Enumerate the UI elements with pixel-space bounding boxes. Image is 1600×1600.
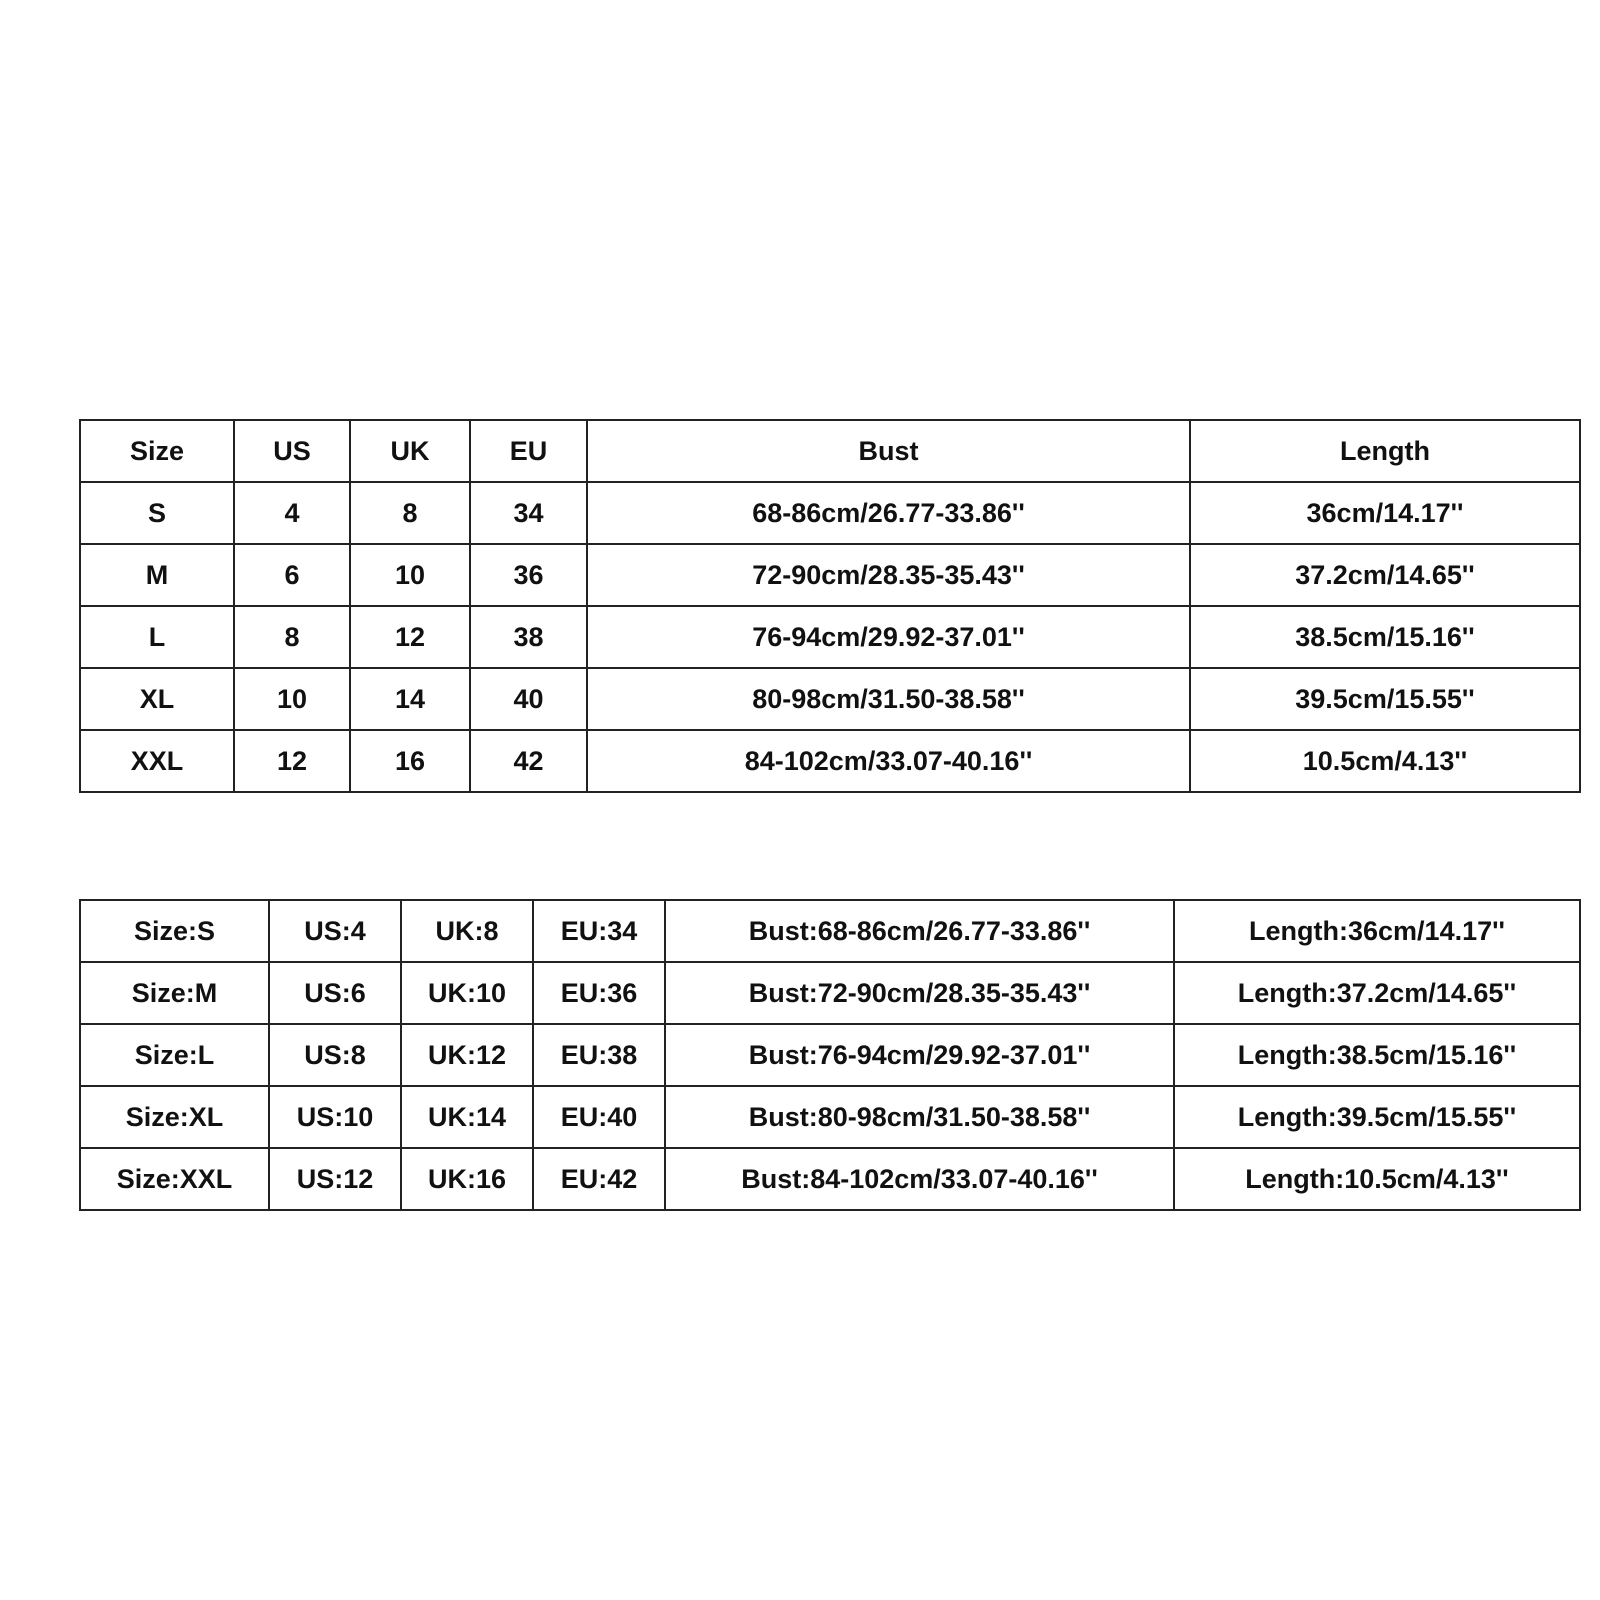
- cell-us: US:12: [269, 1148, 401, 1210]
- cell-uk: UK:12: [401, 1024, 533, 1086]
- cell-us: US:4: [269, 900, 401, 962]
- header-size: Size: [80, 420, 234, 482]
- cell-us: 6: [234, 544, 350, 606]
- table-header-row: [80, 420, 1580, 482]
- cell-bust: 72-90cm/28.35-35.43'': [587, 544, 1190, 606]
- cell-uk: 10: [350, 544, 470, 606]
- cell-bust: 76-94cm/29.92-37.01'': [587, 606, 1190, 668]
- cell-size: XL: [80, 668, 234, 730]
- header-us: US: [234, 420, 350, 482]
- cell-uk: 14: [350, 668, 470, 730]
- table-row: [80, 730, 1580, 792]
- cell-length: 10.5cm/4.13'': [1190, 730, 1580, 792]
- cell-us: US:10: [269, 1086, 401, 1148]
- cell-uk: 8: [350, 482, 470, 544]
- cell-size: M: [80, 544, 234, 606]
- header-bust: Bust: [587, 420, 1190, 482]
- cell-uk: UK:14: [401, 1086, 533, 1148]
- cell-eu: EU:38: [533, 1024, 665, 1086]
- cell-bust: Bust:68-86cm/26.77-33.86'': [665, 900, 1174, 962]
- cell-length: Length:36cm/14.17'': [1174, 900, 1580, 962]
- cell-eu: 42: [470, 730, 587, 792]
- cell-eu: 40: [470, 668, 587, 730]
- cell-bust: 84-102cm/33.07-40.16'': [587, 730, 1190, 792]
- cell-size: Size:S: [80, 900, 269, 962]
- table-row: [80, 1086, 1580, 1148]
- cell-eu: EU:42: [533, 1148, 665, 1210]
- cell-length: 39.5cm/15.55'': [1190, 668, 1580, 730]
- table-row: [80, 1148, 1580, 1210]
- table-row: [80, 544, 1580, 606]
- cell-us: US:6: [269, 962, 401, 1024]
- cell-length: 38.5cm/15.16'': [1190, 606, 1580, 668]
- table-row: [80, 962, 1580, 1024]
- cell-length: 37.2cm/14.65'': [1190, 544, 1580, 606]
- cell-bust: 80-98cm/31.50-38.58'': [587, 668, 1190, 730]
- cell-us: 4: [234, 482, 350, 544]
- cell-size: Size:XXL: [80, 1148, 269, 1210]
- cell-length: Length:10.5cm/4.13'': [1174, 1148, 1580, 1210]
- cell-bust: Bust:76-94cm/29.92-37.01'': [665, 1024, 1174, 1086]
- cell-size: XXL: [80, 730, 234, 792]
- table-row: [80, 900, 1580, 962]
- table-row: [80, 606, 1580, 668]
- cell-us: 8: [234, 606, 350, 668]
- cell-length: Length:38.5cm/15.16'': [1174, 1024, 1580, 1086]
- cell-eu: EU:40: [533, 1086, 665, 1148]
- cell-uk: UK:10: [401, 962, 533, 1024]
- header-uk: UK: [350, 420, 470, 482]
- cell-size: Size:L: [80, 1024, 269, 1086]
- cell-size: L: [80, 606, 234, 668]
- table-row: [80, 668, 1580, 730]
- cell-uk: UK:8: [401, 900, 533, 962]
- cell-size: Size:XL: [80, 1086, 269, 1148]
- cell-us: 12: [234, 730, 350, 792]
- size-chart-table: [79, 419, 1581, 793]
- cell-uk: UK:16: [401, 1148, 533, 1210]
- cell-bust: Bust:80-98cm/31.50-38.58'': [665, 1086, 1174, 1148]
- cell-eu: 38: [470, 606, 587, 668]
- cell-eu: 34: [470, 482, 587, 544]
- header-length: Length: [1190, 420, 1580, 482]
- cell-length: 36cm/14.17'': [1190, 482, 1580, 544]
- cell-bust: Bust:84-102cm/33.07-40.16'': [665, 1148, 1174, 1210]
- cell-uk: 16: [350, 730, 470, 792]
- cell-length: Length:37.2cm/14.65'': [1174, 962, 1580, 1024]
- table-row: [80, 482, 1580, 544]
- cell-uk: 12: [350, 606, 470, 668]
- cell-eu: EU:34: [533, 900, 665, 962]
- cell-size: Size:M: [80, 962, 269, 1024]
- cell-eu: 36: [470, 544, 587, 606]
- cell-size: S: [80, 482, 234, 544]
- labeled-size-chart-table: [79, 899, 1581, 1211]
- cell-us: US:8: [269, 1024, 401, 1086]
- table-row: [80, 1024, 1580, 1086]
- cell-eu: EU:36: [533, 962, 665, 1024]
- header-eu: EU: [470, 420, 587, 482]
- cell-bust: Bust:72-90cm/28.35-35.43'': [665, 962, 1174, 1024]
- cell-bust: 68-86cm/26.77-33.86'': [587, 482, 1190, 544]
- cell-length: Length:39.5cm/15.55'': [1174, 1086, 1580, 1148]
- cell-us: 10: [234, 668, 350, 730]
